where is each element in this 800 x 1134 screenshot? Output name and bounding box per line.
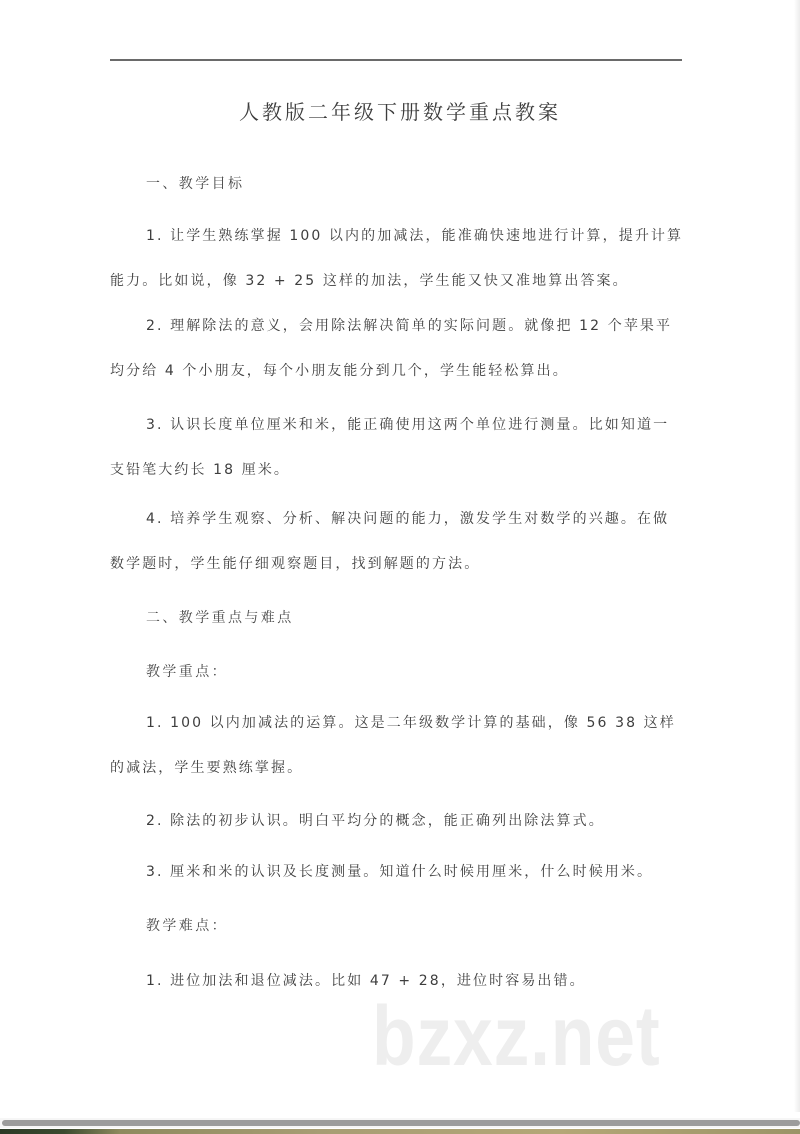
watermark-text: bzxz.net [372,989,661,1083]
objective-item-2: 2. 理解除法的意义，会用除法解决简单的实际问题。就像把 12 个苹果平均分给 4 个小朋友，每个小朋友能分到几个，学生能轻松算出。 [110,318,673,379]
difficulty-item-1: 1. 进位加法和退位减法。比如 47 + 28，进位时容易出错。 [146,973,586,989]
section-heading-key-points: 二、教学重点与难点 [146,610,294,626]
page-edge-shadow [794,0,800,1112]
key-point-item-3: 3. 厘米和米的认识及长度测量。知道什么时候用厘米，什么时候用米。 [146,864,654,880]
key-point-item-1: 1. 100 以内加减法的运算。这是二年级数学计算的基础，像 56 38 这样的减法，学生要熟练掌握。 [110,715,676,776]
objective-item-3: 3. 认识长度单位厘米和米，能正确使用这两个单位进行测量。比如知道一支铅笔大约长 18 厘米。 [110,417,670,478]
header-rule [110,59,682,61]
horizontal-scrollbar-thumb[interactable] [2,1120,800,1126]
objective-item-4: 4. 培养学生观察、分析、解决问题的能力，激发学生对数学的兴趣。在做数学题时，学生能仔细观察题目，找到解题的方法。 [110,511,670,572]
section-heading-objectives: 一、教学目标 [146,176,245,192]
background-image-strip [0,1129,800,1134]
subsection-label-difficulties: 教学难点： [146,918,228,934]
subsection-label-key-points: 教学重点： [146,664,228,680]
key-point-item-2: 2. 除法的初步认识。明白平均分的概念，能正确列出除法算式。 [146,813,605,829]
document-title: 人教版二年级下册数学重点教案 [239,100,561,124]
objective-item-1: 1. 让学生熟练掌握 100 以内的加减法，能准确快速地进行计算，提升计算能力。比如说，像 32 + 25 这样的加法，学生能又快又准地算出答案。 [110,228,684,289]
